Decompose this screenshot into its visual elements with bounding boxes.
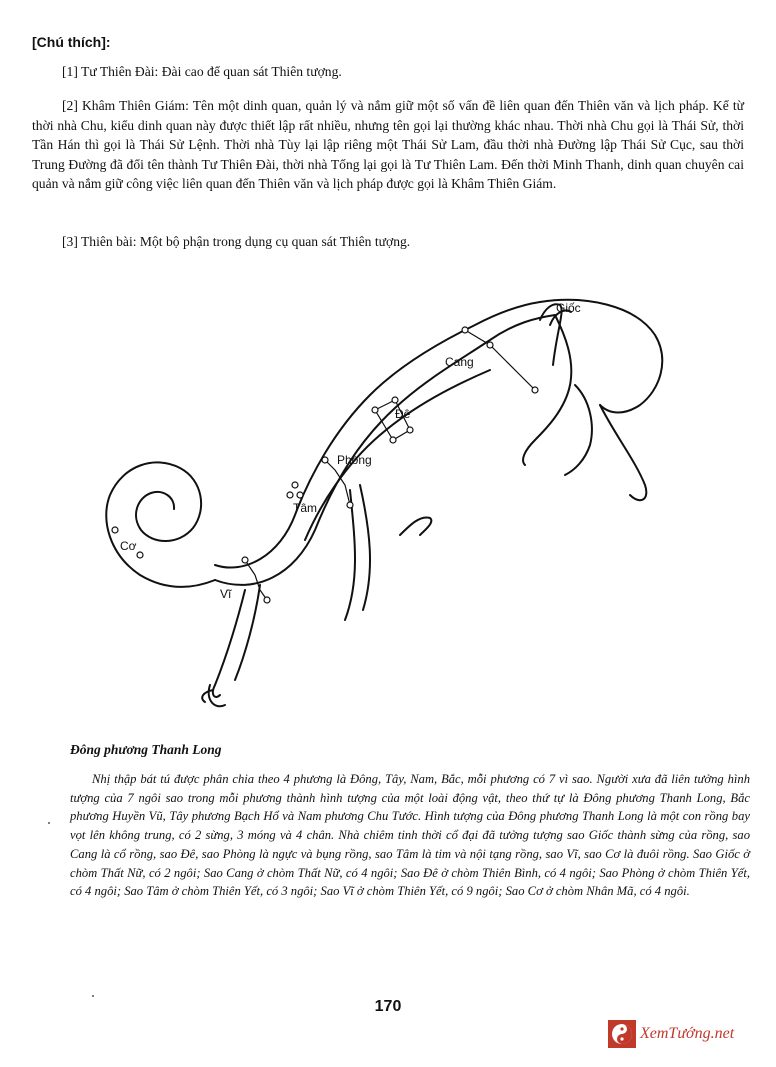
star — [264, 597, 270, 603]
star — [487, 342, 493, 348]
dragon-leg-front-2 — [360, 485, 370, 610]
note-2-text: [2] Khâm Thiên Giám: Tên một dinh quan, quản lý và nắm giữ một số vấn đề liên quan đến Thiên văn và lịch pháp. Kể từ thời nhà Chu, kiểu dinh quan này được thiết lập rất nhiều, nhưng tên gọi lại thường khác nhau. Thời nhà Chu gọi là Thái Sử, thời Tần Hán thì gọi là Thái Sử Lệnh. Thời nhà Tùy lại lập riêng một Thái Sử Lam, đầu thời nhà Đường lập Thái Sử Cục, sau thời Trung Đường đã đổi tên thành Tư Thiên Đài, thời nhà Tống lại gọi là Tư Thiên Lam. Đến thời Minh Thanh, dinh quan chuyên cai quản và nắm giữ công việc liên quan đến Thiên văn và lịch pháp được gọi là Khâm Thiên Giám. — [32, 98, 744, 191]
label-vi: Vĩ — [220, 587, 232, 601]
dragon-figure — [95, 290, 685, 730]
star — [407, 427, 413, 433]
star — [242, 557, 248, 563]
margin-dot — [48, 822, 50, 824]
dragon-jaw — [523, 315, 571, 465]
dragon-leg-rear-2 — [235, 585, 260, 680]
star — [112, 527, 118, 533]
star — [347, 502, 353, 508]
star — [322, 457, 328, 463]
dragon-leg-front — [345, 490, 355, 620]
body-paragraph — [70, 770, 750, 901]
dragon-snout — [565, 385, 592, 475]
note-3-text: [3] Thiên bài: Một bộ phận trong dụng cụ quan sát Thiên tượng. — [62, 234, 411, 249]
constellation-lines-vi — [245, 560, 267, 600]
star — [137, 552, 143, 558]
star — [532, 387, 538, 393]
margin-dot — [92, 995, 94, 997]
star — [292, 482, 298, 488]
dragon-tail-spiral — [106, 462, 215, 587]
label-phong: Phòng — [337, 453, 372, 467]
constellation-lines — [465, 330, 535, 390]
label-de: Đê — [395, 407, 411, 421]
watermark-text: XemTướng.net — [640, 1025, 735, 1042]
dragon-belly — [305, 370, 490, 540]
label-giac: Giốc — [556, 301, 581, 315]
dragon-body-lower — [215, 315, 555, 585]
watermark-logo — [608, 1018, 768, 1050]
note-1-text: [1] Tư Thiên Đài: Đài cao để quan sát Thiên tượng. — [62, 64, 342, 79]
notes-heading: [Chú thích]: — [32, 34, 111, 50]
star — [392, 397, 398, 403]
star — [390, 437, 396, 443]
label-co: Cơ — [120, 539, 137, 553]
page-number: 170 — [374, 998, 402, 1015]
star — [287, 492, 293, 498]
star — [372, 407, 378, 413]
dragon-leg-rear — [213, 590, 245, 697]
dragon-whisker — [600, 405, 646, 500]
label-tam: Tâm — [293, 501, 317, 515]
label-cang: Cang — [445, 355, 474, 369]
note-3 — [32, 232, 744, 252]
yin-yang-icon — [608, 1020, 636, 1048]
note-1 — [32, 62, 744, 82]
body-paragraph-text: Nhị thập bát tú được phân chia theo 4 phương là Đông, Tây, Nam, Bắc, mỗi phương có 7 vì sao. Người xưa đã liên tưởng hình tượng của 7 ngôi sao trong mỗi phương thành hình tượng của một loài động vật, theo thứ tự là Đông phương Thanh Long, Bắc phương Huyền Vũ, Tây phương Bạch Hổ và Nam phương Chu Tước. Hình tượng của Đông phương Thanh Long là một con rồng bay vọt lên không trung, có 2 sừng, 3 móng và 4 chân. Nhà chiêm tinh thời cổ đại đã tưởng tượng sao Giốc thành sừng của rồng, sao Cang là cổ rồng, sao Đê, sao Phòng là ngực và bụng rồng, sao Tâm là tim và nội tạng rồng, sao Vĩ, sao Cơ là đuôi rồng. Sao Giốc ở chòm Thất Nữ, có 2 ngôi; Sao Cang ở chòm Thất Nữ, có 4 ngôi; Sao Đê ở chòm Thiên Bình, có 4 ngôi; Sao Phòng ở chòm Thiên Yết, có 4 ngôi; Sao Tâm ở chòm Thiên Yết, có 3 ngôi; Sao Vĩ ở chòm Thiên Yết, có 9 ngôi; Sao Cơ ở chòm Nhân Mã, có 4 ngôi. — [70, 772, 750, 899]
star — [297, 492, 303, 498]
dragon-head — [540, 300, 662, 413]
star — [462, 327, 468, 333]
dragon-claw — [400, 517, 431, 535]
figure-caption: Đông phương Thanh Long — [70, 742, 222, 757]
note-2 — [32, 96, 744, 194]
